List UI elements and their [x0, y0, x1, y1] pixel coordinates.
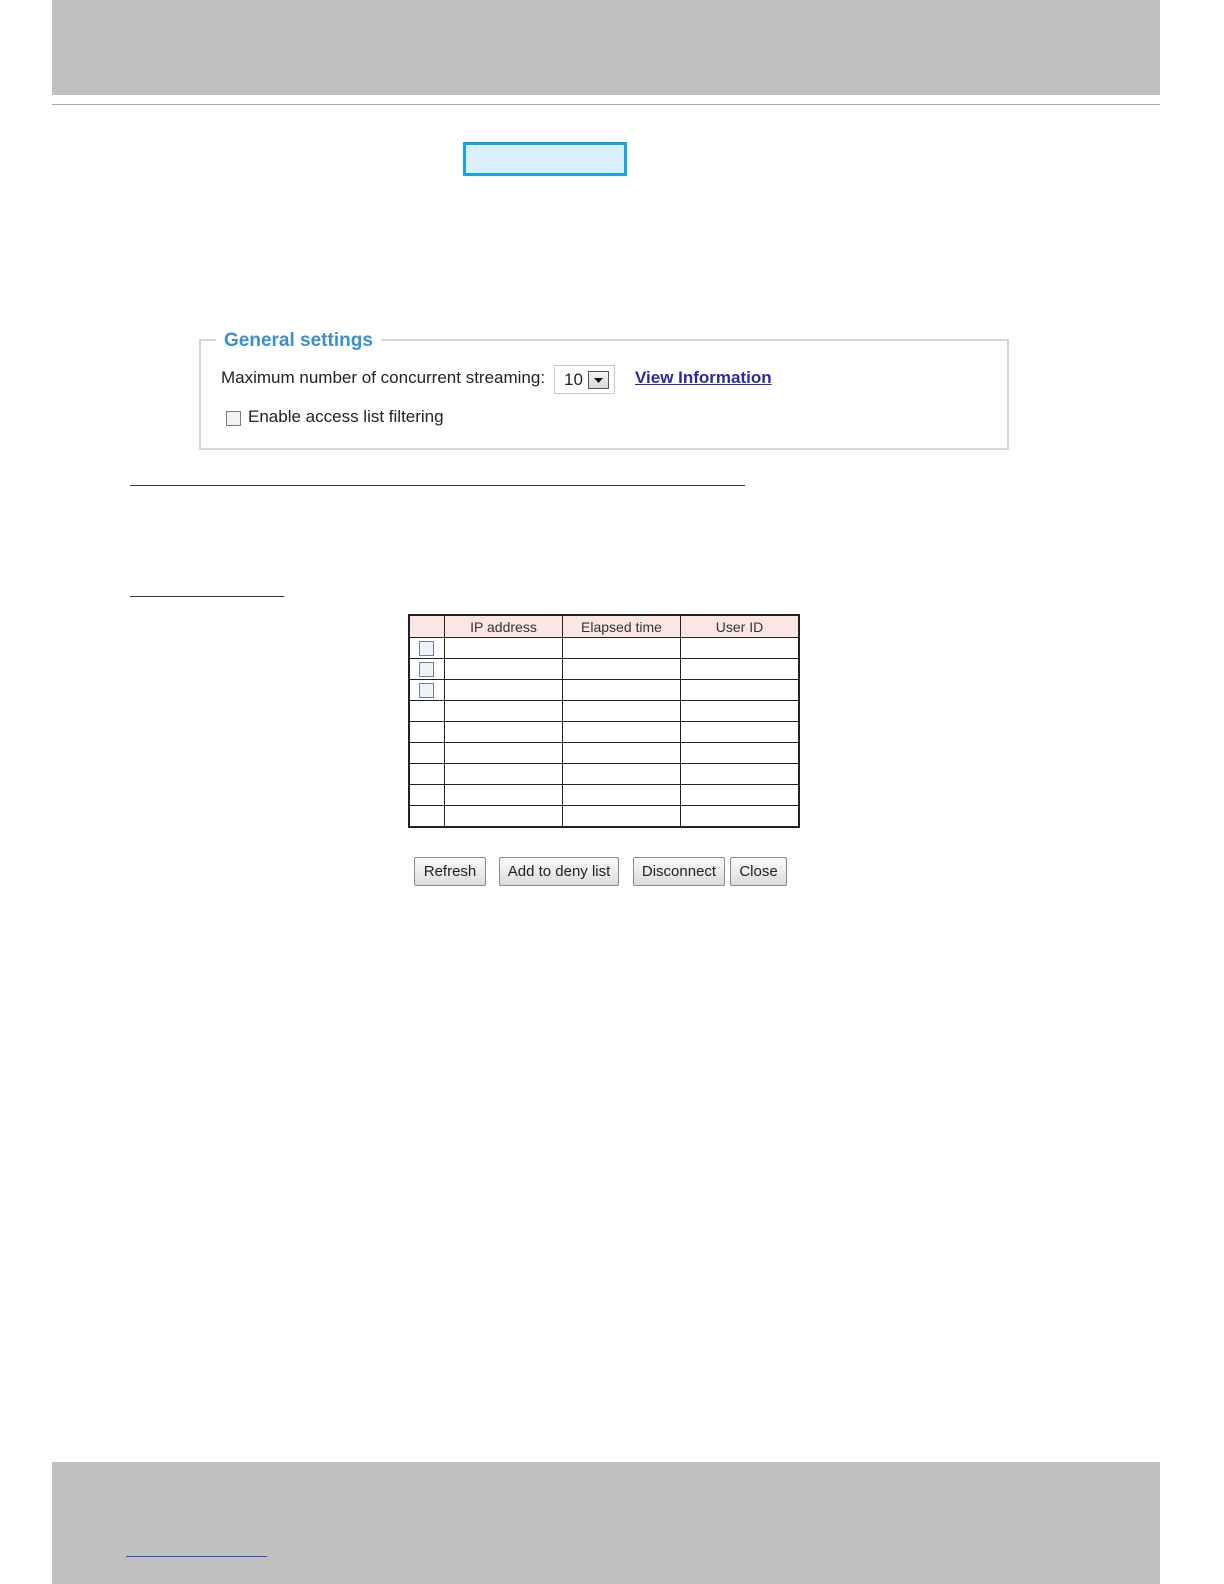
- user-id-cell: [681, 701, 800, 722]
- table-row: [409, 701, 799, 722]
- footer-link-underline[interactable]: [126, 1556, 267, 1557]
- elapsed-time-cell: [563, 659, 681, 680]
- table-header-row: [409, 615, 799, 638]
- user-id-cell: [681, 680, 800, 701]
- table-row: [409, 743, 799, 764]
- column-header-ip: IP address: [445, 615, 563, 638]
- disconnect-button[interactable]: Disconnect: [633, 857, 725, 886]
- user-id-cell: [681, 743, 800, 764]
- table-row: [409, 764, 799, 785]
- elapsed-time-cell: [563, 743, 681, 764]
- ip-address-cell: [445, 785, 563, 806]
- ip-address-cell: [445, 680, 563, 701]
- ip-address-cell: [445, 701, 563, 722]
- user-id-cell: [681, 722, 800, 743]
- row-select-cell: [409, 806, 445, 828]
- user-id-cell: [681, 764, 800, 785]
- header-divider: [52, 104, 1160, 105]
- ip-address-cell: [445, 722, 563, 743]
- access-filter-checkbox[interactable]: [226, 411, 241, 426]
- row-select-cell: [409, 659, 445, 680]
- table-row: [409, 785, 799, 806]
- dropdown-arrow-icon[interactable]: [588, 371, 609, 389]
- table-row: [409, 722, 799, 743]
- row-select-checkbox[interactable]: [419, 662, 434, 677]
- add-to-deny-list-button[interactable]: Add to deny list: [499, 857, 619, 886]
- ip-address-cell: [445, 638, 563, 659]
- table-row: [409, 659, 799, 680]
- row-select-checkbox[interactable]: [419, 641, 434, 656]
- highlighted-ui-element: [463, 142, 627, 176]
- column-header-select: [409, 615, 445, 638]
- row-select-cell: [409, 764, 445, 785]
- elapsed-time-cell: [563, 638, 681, 659]
- row-select-cell: [409, 722, 445, 743]
- section-divider: [130, 485, 745, 486]
- row-select-cell: [409, 680, 445, 701]
- user-id-cell: [681, 638, 800, 659]
- table-row: [409, 806, 799, 828]
- view-information-link[interactable]: View Information: [635, 368, 772, 387]
- table-row: [409, 680, 799, 701]
- close-button[interactable]: Close: [730, 857, 787, 886]
- ip-address-cell: [445, 806, 563, 828]
- max-streaming-value: 10: [564, 370, 583, 389]
- row-select-cell: [409, 743, 445, 764]
- elapsed-time-cell: [563, 722, 681, 743]
- access-filter-label: Enable access list filtering: [248, 407, 444, 426]
- elapsed-time-cell: [563, 806, 681, 828]
- max-streaming-select[interactable]: [554, 365, 615, 394]
- row-select-checkbox[interactable]: [419, 683, 434, 698]
- ip-address-cell: [445, 743, 563, 764]
- general-settings-panel: [199, 339, 1009, 450]
- elapsed-time-cell: [563, 785, 681, 806]
- max-streaming-label: Maximum number of concurrent streaming:: [221, 368, 546, 387]
- ip-address-cell: [445, 764, 563, 785]
- user-id-cell: [681, 806, 800, 828]
- refresh-button[interactable]: Refresh: [414, 857, 486, 886]
- elapsed-time-cell: [563, 701, 681, 722]
- column-header-elapsed: Elapsed time: [563, 615, 681, 638]
- ip-address-cell: [445, 659, 563, 680]
- table-row: [409, 638, 799, 659]
- page-footer-band: [52, 1462, 1160, 1584]
- user-id-cell: [681, 785, 800, 806]
- general-settings-legend: General settings: [216, 328, 381, 354]
- column-header-user: User ID: [681, 615, 800, 638]
- elapsed-time-cell: [563, 680, 681, 701]
- elapsed-time-cell: [563, 764, 681, 785]
- row-select-cell: [409, 701, 445, 722]
- section-divider-short: [130, 596, 284, 597]
- row-select-cell: [409, 638, 445, 659]
- page-header-band: [52, 0, 1160, 95]
- connections-table: [408, 614, 800, 828]
- row-select-cell: [409, 785, 445, 806]
- user-id-cell: [681, 659, 800, 680]
